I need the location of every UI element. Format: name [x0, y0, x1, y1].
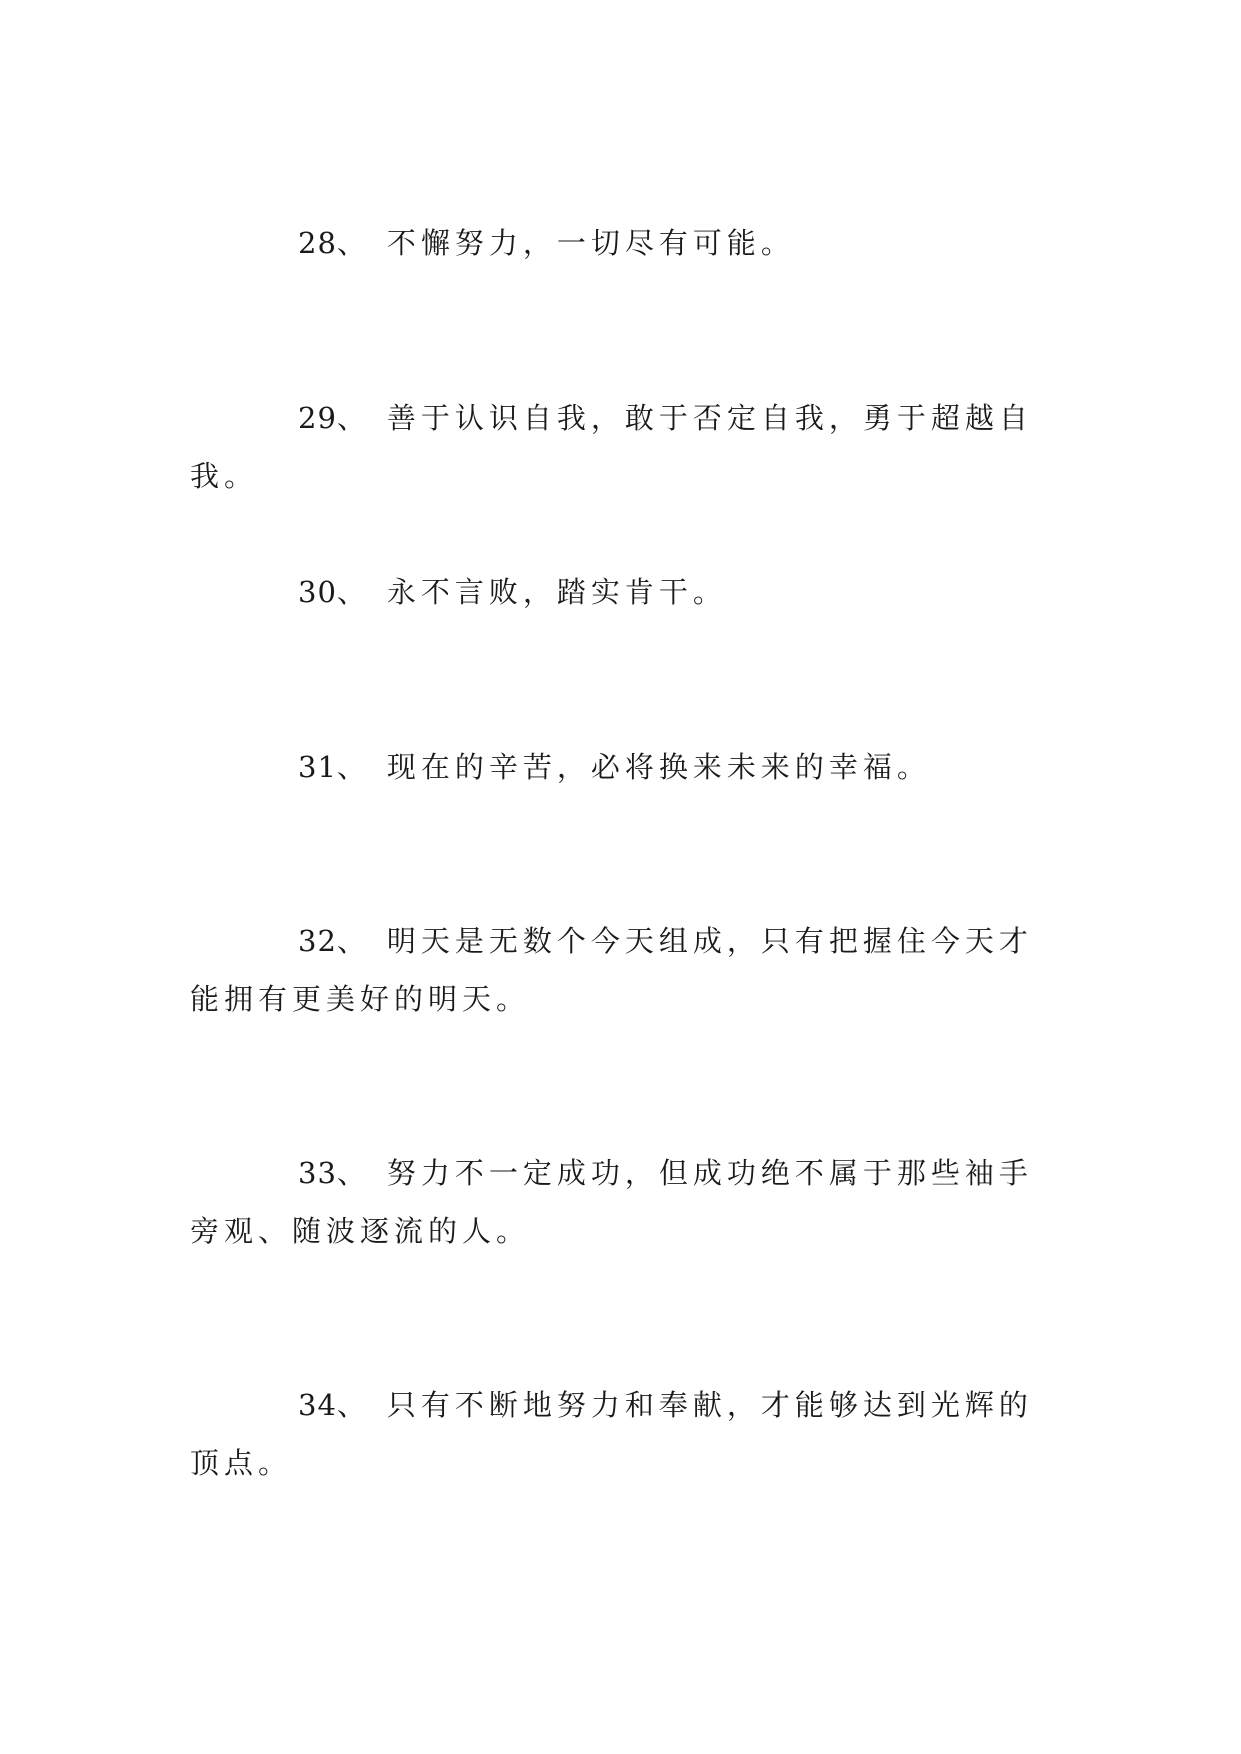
item-number: 30、: [298, 575, 367, 609]
item-text: 善于认识自我，敢于否定自我，勇于超越自我。: [190, 401, 1033, 493]
item-number: 33、: [298, 1156, 367, 1190]
item-number: 31、: [298, 750, 367, 784]
item-number: 28、: [298, 226, 367, 260]
list-item: [190, 1376, 1050, 1492]
item-number: 34、: [298, 1388, 367, 1422]
list-item: [190, 389, 1050, 505]
list-item: [190, 738, 1050, 796]
item-number: 29、: [298, 401, 367, 435]
list-item: [190, 1144, 1050, 1260]
item-text: 现在的辛苦，必将换来未来的幸福。: [386, 750, 931, 784]
item-text: 永不言败，踏实肯干。: [386, 575, 727, 609]
list-item: [190, 214, 1050, 272]
item-text: 不懈努力，一切尽有可能。: [386, 226, 795, 260]
item-text: 明天是无数个今天组成，只有把握住今天才能拥有更美好的明天。: [190, 924, 1033, 1016]
list-item: [190, 912, 1050, 1028]
item-text: 只有不断地努力和奉献，才能够达到光辉的顶点。: [190, 1388, 1033, 1480]
list-item: [190, 563, 1050, 621]
item-number: 32、: [298, 924, 367, 958]
item-text: 努力不一定成功，但成功绝不属于那些袖手旁观、随波逐流的人。: [190, 1156, 1033, 1248]
